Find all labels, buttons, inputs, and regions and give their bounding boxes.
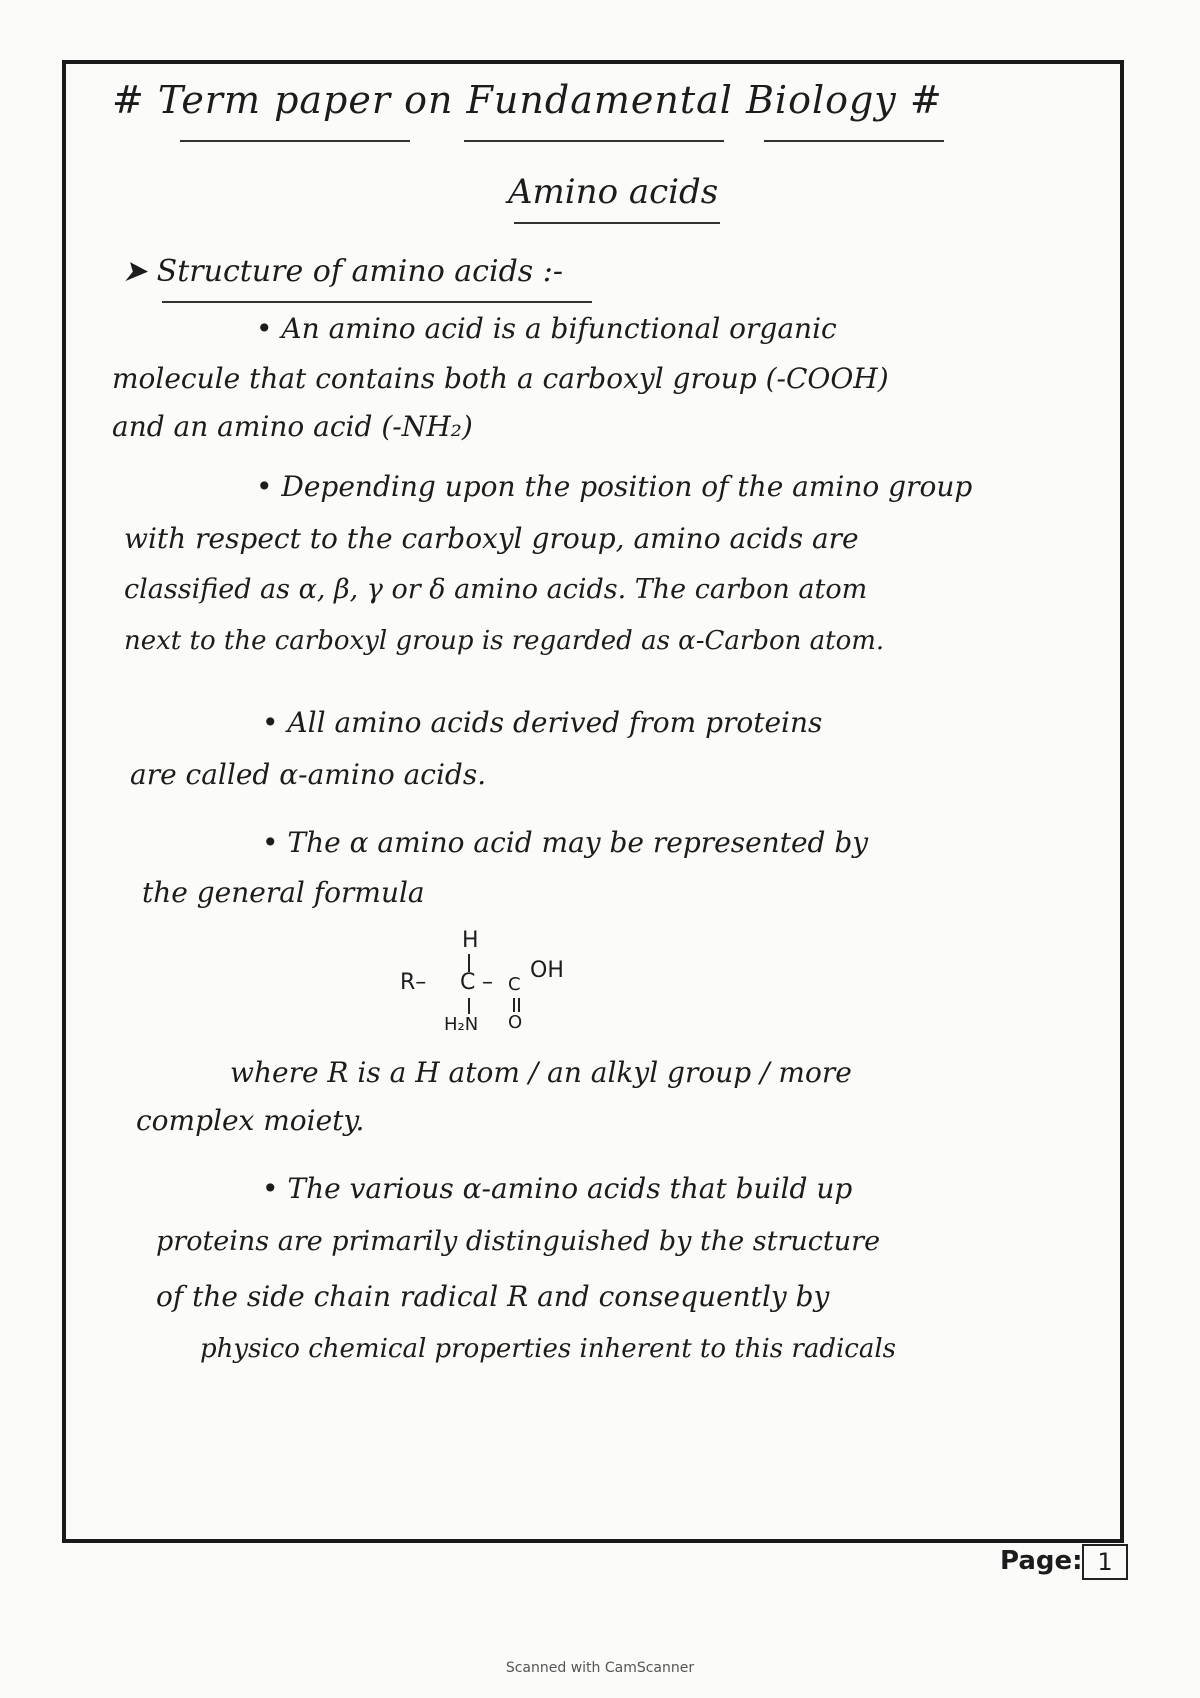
page-number: 1: [1082, 1544, 1128, 1580]
text-line: and an amino acid (-NH₂): [112, 410, 473, 443]
text-line: classified as α, β, γ or δ amino acids. The carbon atom: [124, 574, 868, 605]
page-title: # Term paper on Fundamental Biology #: [112, 78, 943, 122]
formula-h-top: H: [462, 928, 479, 953]
formula-double-bond: [518, 998, 520, 1012]
formula-bond-right: –: [482, 970, 493, 995]
subtitle-underline: [514, 222, 720, 224]
formula-bond: [468, 998, 470, 1014]
text-line: with respect to the carboxyl group, amino acids are: [124, 522, 859, 555]
text-line: of the side chain radical R and consequently by: [156, 1280, 830, 1313]
text-line: the general formula: [142, 876, 425, 909]
scanner-footer: Scanned with CamScanner: [505, 1660, 695, 1676]
text-line: • Depending upon the position of the amino group: [256, 470, 973, 503]
text-line: where R is a H atom / an alkyl group / more: [230, 1056, 852, 1089]
title-underline: [464, 140, 724, 142]
formula-hydroxyl: OH: [530, 958, 564, 983]
formula-double-bond: [513, 998, 515, 1012]
text-line: are called α-amino acids.: [130, 758, 487, 791]
formula-alpha-carbon: C: [460, 970, 476, 995]
text-line: physico chemical properties inherent to this radicals: [200, 1334, 897, 1364]
title-underline: [764, 140, 944, 142]
text-line: • The α amino acid may be represented by: [262, 826, 869, 859]
text-line: proteins are primarily distinguished by the structure: [156, 1226, 881, 1257]
page-label: Page:: [1000, 1546, 1083, 1576]
heading-underline: [162, 301, 592, 303]
title-underline: [180, 140, 410, 142]
section-heading: ➤ Structure of amino acids :-: [122, 254, 563, 289]
text-line: • All amino acids derived from proteins: [262, 706, 823, 739]
formula-r-group: R–: [400, 970, 427, 995]
text-line: • An amino acid is a bifunctional organic: [256, 312, 837, 345]
formula-carbonyl-carbon: C: [508, 974, 521, 995]
text-line: complex moiety.: [136, 1104, 365, 1137]
formula-amino-group: H₂N: [444, 1014, 479, 1035]
subtitle: Amino acids: [508, 172, 719, 212]
text-line: next to the carboxyl group is regarded as α-Carbon atom.: [124, 626, 885, 656]
formula-oxygen: O: [508, 1012, 523, 1033]
text-line: • The various α-amino acids that build up: [262, 1172, 853, 1205]
text-line: molecule that contains both a carboxyl group (-COOH): [112, 362, 889, 395]
